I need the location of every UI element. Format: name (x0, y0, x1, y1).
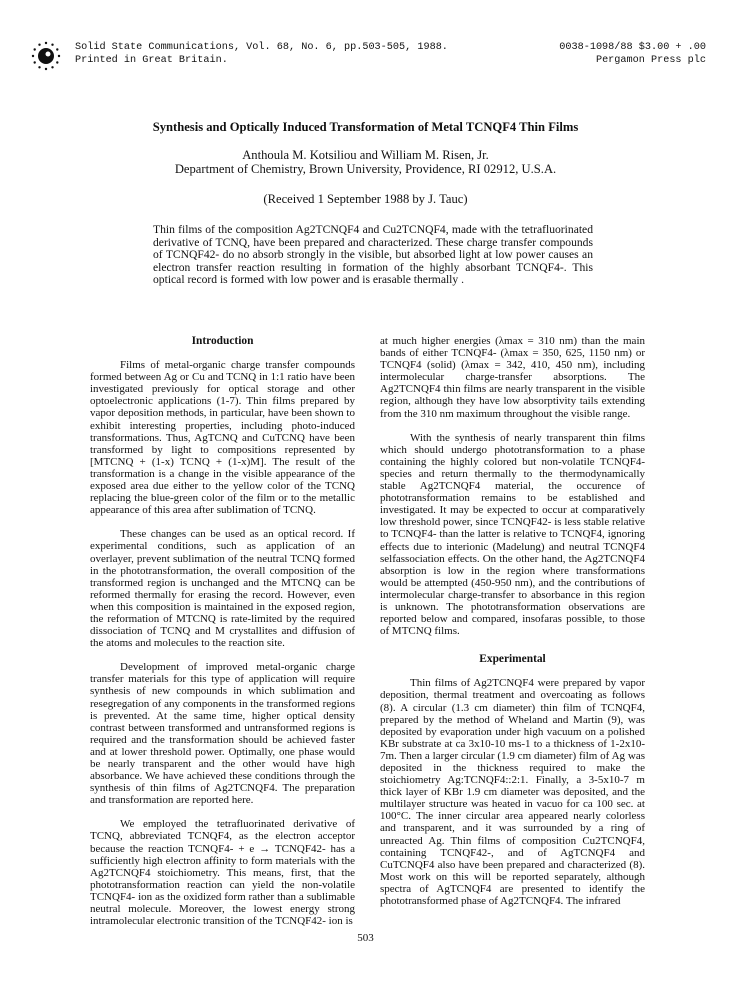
experimental-paragraph-1: Thin films of Ag2TCNQF4 were prepared by vapor deposition, thermal treatment and overcoating as follows (8). A circular (1.3 cm diameter) thin film of TCNQF4, prepared by the method of Wheland and Martin (9), was deposited by evaporation under high vacuum on a polished KBr substrate at ca 3x10-10 ms-1 to a thickness of 1-2x10-7m. Then a larger circular (1.9 cm diameter) film of Ag was deposited in the thickness required to make the stoichiometry Ag:TCNQF4::2:1. Finally, a 3-5x10-7 m thick layer of KBr 1.9 cm diameter was deposited, and the multilayer structure was heated in vacuo for ca 100 sec. at 100°C. The inner circular area appeared nearly colorless and transparent, and it was surrounded by a ring of unreacted Ag. Thin films of composition Cu2TCNQF4, containing TCNQF42-, and of AgTCNQF4 and CuTCNQF4 also have been prepared and characterized (8). Most work on this will be reported separately, although spectra of AgTCNQF4 are presented to identify the phototransformed phase of Ag2TCNQF4. The infrared (380, 677, 645, 908)
received-date: (Received 1 September 1988 by J. Tauc) (263, 192, 468, 206)
journal-header-left (75, 41, 448, 67)
intro-paragraph-3: Development of improved metal-organic charge transfer materials for this type of application will require synthesis of new compounds in which sublimation and resegregation of any components in the transformed regions is prevented. At the same time, higher optical density contrast between transformed and untransformed regions is required and the transformation should be achieved faster and at lower threshold power. Optimally, one phase would be nearly transparent and the other would have high absorbance. We have achieved these conditions through the synthesis of thin films of Ag2TCNQF4. The preparation and transformation are reported here. (90, 661, 355, 807)
paper-title: Synthesis and Optically Induced Transformation of Metal TCNQF4 Thin Films (152, 120, 579, 134)
abstract: Thin films of the composition Ag2TCNQF4 and Cu2TCNQF4, made with the tetrafluorinated derivative of TCNQ, have been prepared and characterized. These charge transfer compounds of TCNQF42- do no absorb strongly in the visible, but absorbed light at low power causes an electron transfer reaction resulting in formation of the highly absorbant TCNQF4-. This optical record is formed with low power and is erasable thermally . (153, 223, 593, 286)
pergamon-logo-icon (30, 40, 62, 72)
right-column (380, 335, 645, 907)
intro-paragraph-4: We employed the tetrafluorinated derivative of TCNQ, abbreviated TCNQF4, as the electron acceptor because the reaction TCNQF4- + e → TCNQF42- has a sufficiently high electron affinity to form materials with the Ag2TCNQF4 stoichiometry. This means, first, that the phototransformation reaction can yield the non-volatile TCNQF4- ion as the oxidized form rather than a sublimable neutral molecule. Moreover, the lowest energy strong intramolecular electronic transition of the TCNQF42- ion is (90, 818, 355, 928)
intro-paragraph-1: Films of metal-organic charge transfer compounds formed between Ag or Cu and TCNQ in 1:1 ratio have been investigated previously for optical storage and other optoelectronic applications (1-7). Thin films prepared by vapor deposition methods, in particular, have been shown to exhibit interesting properties, including photo-induced transformations. Thus, AgTCNQ and CuTCNQ have been transformed by light to compositions represented by [MTCNQ + (1-x) TCNQ + (1-x)M]. The result of the transformation is a change in the visible appearance of the exposed area due either to the yellow color of the TCNQ replacing the blue-green color of the film or to the metallic appearance of this area after sublimation of TCNQ. (90, 359, 355, 517)
journal-citation: Solid State Communications, Vol. 68, No. 6, pp.503-505, 1988. (75, 42, 448, 53)
printed-in: Printed in Great Britain. (75, 55, 228, 66)
paper-authors: Anthoula M. Kotsiliou and William M. Risen, Jr. (242, 148, 489, 162)
section-heading-introduction: Introduction (191, 335, 254, 347)
left-column (90, 335, 355, 927)
page-number: 503 (357, 932, 374, 944)
intro-paragraph-continued: at much higher energies (λmax = 310 nm) than the main bands of either TCNQF4- (λmax = 350, 625, 1150 nm) or TCNQF4 (solid) (λmax = 342, 410, 450 nm), including intermolecular charge-transfer absorptions. The Ag2TCNQF4 thin films are nearly transparent in the visible region, although they have low absorptivity tails extending from the 310 nm maximum throughout the visible range. (380, 335, 645, 420)
intro-paragraph-2: These changes can be used as an optical record. If experimental conditions, such as application of an overlayer, prevent sublimation of the neutral TCNQ formed in the phototransformation, the overall composition of the transformed region is unchanged and the MTCNQ can be reformed thermally for erasing the record. However, even when this composition is maintained in the exposed region, the reformation of MTCNQ is rate-limited by the required dissociation of TCNQ and M crystallites and diffusion of the atoms and molecules to the reaction site. (90, 528, 355, 650)
intro-paragraph-5: With the synthesis of nearly transparent thin films which should undergo phototransformation to a phase containing the highly colored but non-volatile TCNQF4- species and return thermally to the thermodynamically stable Ag2TCNQF4 material, the occurence of phototransformation remains to be established and investigated. It may be expected to occur at comparatively low threshold power, since TCNQF42- is less stable relative to TCNQF4- than the latter is relative to TCNQF4, ignoring effects due to interionic (Madelung) and neutral TCNQF4 selfassociation effects. On the other hand, the Ag2TCNQF4 absorption is low in the region where transformations would be attempted (450-950 nm), and the contributions of intermolecular charge-transfer to absorbance in this region is unknown. The phototransformation observations are reported below and compared, insofaras possible, to those of MTCNQ films. (380, 431, 645, 638)
publisher: Pergamon Press plc (595, 55, 706, 66)
author-affiliation: Department of Chemistry, Brown University, Providence, RI 02912, U.S.A. (174, 162, 557, 176)
article-code: 0038-1098/88 $3.00 + .00 (559, 42, 706, 53)
journal-header-right (538, 41, 706, 67)
section-heading-experimental: Experimental (479, 653, 546, 666)
